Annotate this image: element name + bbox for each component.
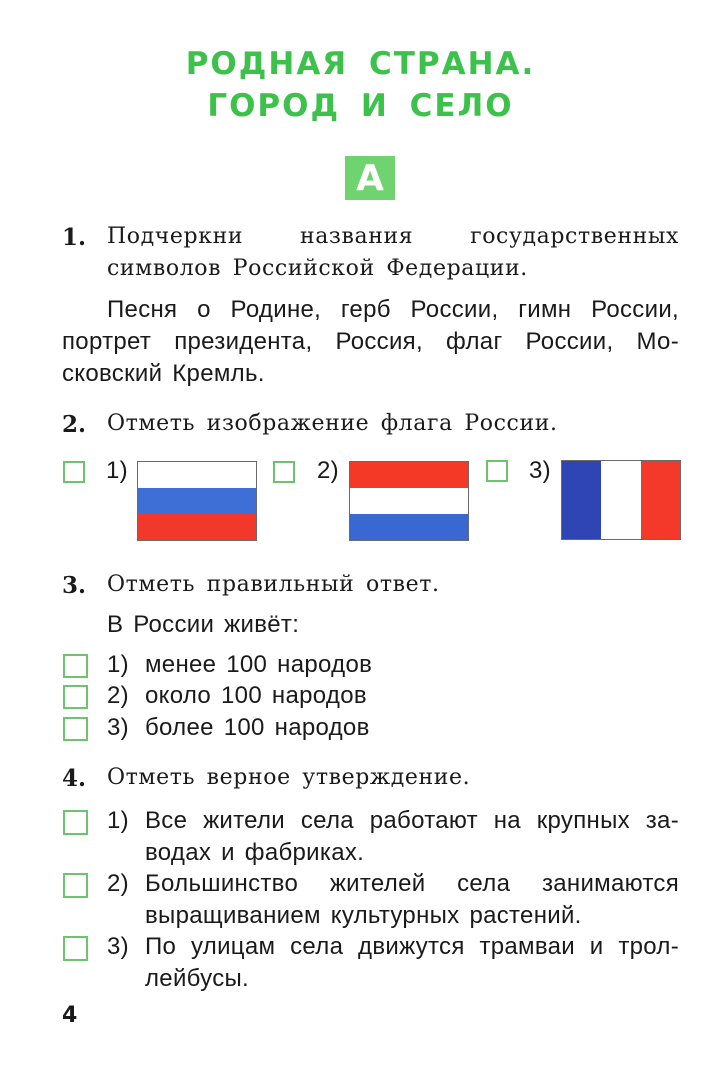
task-prompt: Отметь верное утверждение. [107, 765, 471, 790]
task-number: 1. [62, 224, 87, 251]
statement-2-checkbox[interactable] [63, 873, 88, 898]
france-flag-image [561, 460, 681, 540]
page-number: 4 [62, 1003, 78, 1028]
answer-1-checkbox[interactable] [63, 654, 88, 678]
page-title-line-1: РОДНАЯ СТРАНА. [185, 46, 536, 82]
flag-option-3-checkbox[interactable] [486, 460, 508, 482]
option-label: 1) [106, 457, 128, 484]
symbols-text-line-3[interactable]: сковский Кремль. [62, 360, 265, 387]
task-prompt: Подчеркни названия государственных [107, 224, 679, 249]
russia-flag-image [137, 461, 257, 541]
statement-1-checkbox[interactable] [63, 810, 88, 835]
option-label: 2) [107, 870, 129, 897]
symbols-text-line-2[interactable]: портрет президента, Россия, флаг России, Мо- [62, 328, 679, 355]
option-text: менее 100 народов [145, 651, 373, 678]
option-text: Большинство жителей села занимаются [145, 870, 679, 897]
answer-2-checkbox[interactable] [63, 685, 88, 709]
option-text: По улицам села движутся трамваи и трол- [145, 933, 679, 960]
answer-3-checkbox[interactable] [63, 717, 88, 741]
option-text-cont: водах и фабриках. [145, 839, 365, 866]
level-badge: А [345, 156, 395, 200]
option-label: 3) [529, 457, 551, 484]
option-text: Все жители села работают на крупных за- [145, 807, 679, 834]
option-text: около 100 народов [145, 682, 367, 709]
symbols-text-line-1[interactable]: Песня о Родине, герб России, гимн России, [107, 296, 679, 323]
task-prompt: Отметь правильный ответ. [107, 572, 440, 597]
option-text: более 100 народов [145, 714, 370, 741]
task-number: 2. [62, 411, 87, 438]
task-prompt: Отметь изображение флага России. [107, 411, 558, 436]
option-label: 3) [107, 933, 129, 960]
netherlands-flag-image [349, 461, 469, 541]
task-prompt-cont: символов Российской Федерации. [107, 256, 528, 281]
page-title-line-2: ГОРОД И СЕЛО [207, 88, 514, 124]
option-label: 3) [107, 714, 129, 741]
flag-option-1-checkbox[interactable] [63, 461, 85, 483]
option-label: 2) [317, 457, 339, 484]
task-number: 3. [62, 572, 87, 599]
option-text-cont: выращиванием культурных растений. [145, 902, 582, 929]
option-label: 1) [107, 651, 129, 678]
task-number: 4. [62, 765, 87, 792]
option-label: 1) [107, 807, 129, 834]
option-label: 2) [107, 682, 129, 709]
option-text-cont: лейбусы. [145, 965, 250, 992]
statement-3-checkbox[interactable] [63, 936, 88, 961]
question-stem: В России живёт: [107, 611, 300, 638]
flag-option-2-checkbox[interactable] [273, 461, 295, 483]
